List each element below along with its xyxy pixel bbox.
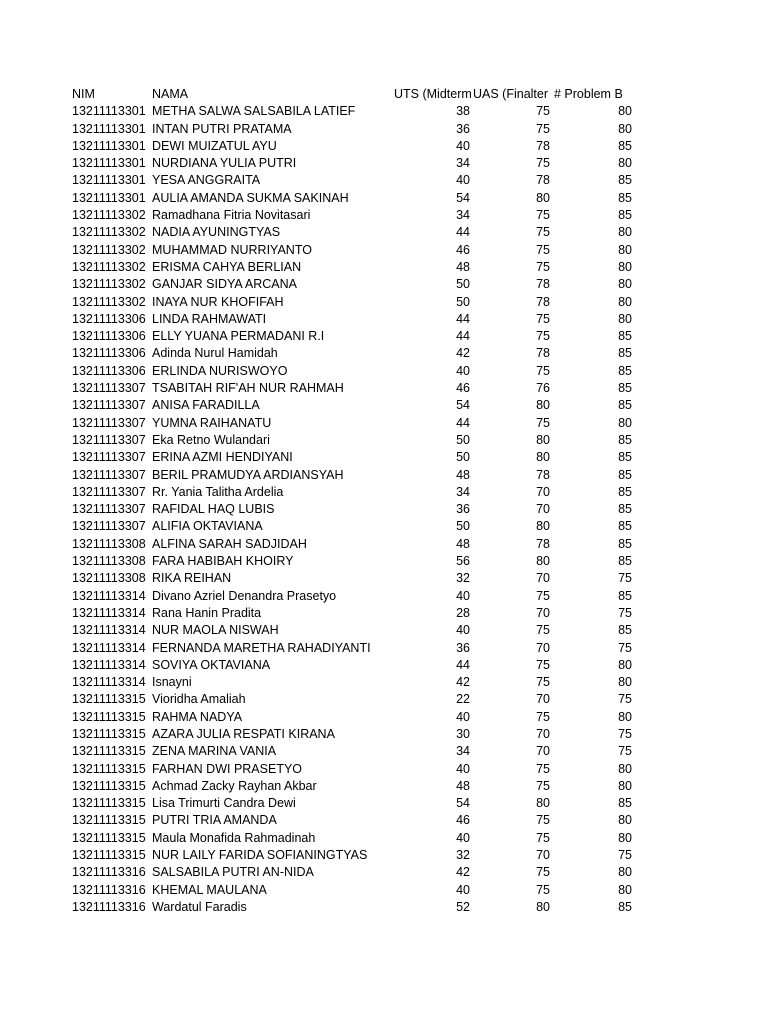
- cell-uts: 40: [456, 363, 470, 378]
- cell-problem: 85: [618, 484, 632, 499]
- cell-problem: 85: [618, 467, 632, 482]
- table-row: [72, 674, 712, 691]
- cell-nama: Eka Retno Wulandari: [152, 432, 270, 447]
- table-row: [72, 761, 712, 778]
- cell-uts: 40: [456, 709, 470, 724]
- cell-nama: ERINA AZMI HENDIYANI: [152, 450, 293, 465]
- cell-nama: DEWI MUIZATUL AYU: [152, 138, 277, 153]
- cell-nim: 13211113315: [72, 778, 146, 793]
- cell-nim: 13211113316: [72, 865, 146, 880]
- table-row: [72, 795, 712, 812]
- cell-nim: 13211113307: [72, 502, 146, 517]
- table-row: [72, 207, 712, 224]
- cell-uas: 75: [536, 830, 550, 845]
- cell-uts: 54: [456, 190, 470, 205]
- table-row: [72, 190, 712, 207]
- cell-nama: NADIA AYUNINGTYAS: [152, 225, 281, 240]
- cell-nama: Adinda Nurul Hamidah: [152, 346, 278, 361]
- cell-nama: Vioridha Amaliah: [152, 692, 246, 707]
- cell-uas: 75: [536, 761, 550, 776]
- cell-uas: 80: [536, 432, 550, 447]
- cell-uts: 40: [456, 761, 470, 776]
- cell-uts: 30: [456, 726, 470, 741]
- cell-uts: 54: [456, 398, 470, 413]
- cell-problem: 80: [618, 121, 632, 136]
- cell-problem: 80: [618, 242, 632, 257]
- cell-nim: 13211113315: [72, 692, 146, 707]
- cell-nim: 13211113307: [72, 381, 146, 396]
- cell-nama: Maula Monafida Rahmadinah: [152, 830, 316, 845]
- cell-problem: 80: [618, 311, 632, 326]
- table-row: [72, 518, 712, 535]
- cell-nim: 13211113316: [72, 882, 146, 897]
- cell-uts: 56: [456, 554, 470, 569]
- cell-nim: 13211113307: [72, 450, 146, 465]
- cell-problem: 80: [618, 830, 632, 845]
- cell-nim: 13211113307: [72, 519, 146, 534]
- table-row: [72, 484, 712, 501]
- cell-uts: 34: [456, 484, 470, 499]
- cell-uts: 40: [456, 830, 470, 845]
- table-row: [72, 138, 712, 155]
- cell-uas: 70: [536, 640, 550, 655]
- cell-uas: 80: [536, 450, 550, 465]
- cell-nama: ERISMA CAHYA BERLIAN: [152, 259, 302, 274]
- cell-uas: 75: [536, 415, 550, 430]
- cell-nama: AULIA AMANDA SUKMA SAKINAH: [152, 190, 349, 205]
- cell-problem: 80: [618, 813, 632, 828]
- table-row: [72, 709, 712, 726]
- cell-problem: 75: [618, 692, 632, 707]
- table-row: [72, 380, 712, 397]
- table-row: [72, 328, 712, 345]
- cell-problem: 85: [618, 536, 632, 551]
- cell-problem: 80: [618, 778, 632, 793]
- table-row: [72, 449, 712, 466]
- cell-uas: 80: [536, 519, 550, 534]
- cell-nim: 13211113308: [72, 571, 146, 586]
- cell-uts: 44: [456, 225, 470, 240]
- cell-nim: 13211113314: [72, 588, 146, 603]
- cell-uas: 75: [536, 329, 550, 344]
- cell-nim: 13211113301: [72, 138, 146, 153]
- table-row: [72, 155, 712, 172]
- cell-nama: Divano Azriel Denandra Prasetyo: [152, 588, 337, 603]
- cell-problem: 85: [618, 554, 632, 569]
- cell-nim: 13211113315: [72, 830, 146, 845]
- table-row: [72, 899, 712, 916]
- cell-uas: 75: [536, 588, 550, 603]
- cell-nama: PUTRI TRIA AMANDA: [152, 813, 277, 828]
- cell-nama: FARA HABIBAH KHOIRY: [152, 554, 294, 569]
- cell-nim: 13211113315: [72, 813, 146, 828]
- cell-uts: 44: [456, 311, 470, 326]
- cell-uas: 70: [536, 502, 550, 517]
- cell-uas: 75: [536, 865, 550, 880]
- cell-nama: Isnayni: [152, 675, 192, 690]
- cell-problem: 80: [618, 415, 632, 430]
- cell-nama: YESA ANGGRAITA: [152, 173, 261, 188]
- header-row: [72, 86, 712, 103]
- cell-nama: Ramadhana Fitria Novitasari: [152, 208, 311, 223]
- cell-uas: 75: [536, 778, 550, 793]
- cell-uts: 50: [456, 432, 470, 447]
- cell-nama: NURDIANA YULIA PUTRI: [152, 156, 297, 171]
- cell-nama: ALFINA SARAH SADJIDAH: [152, 536, 307, 551]
- cell-nama: GANJAR SIDYA ARCANA: [152, 277, 297, 292]
- cell-problem: 80: [618, 225, 632, 240]
- cell-nama: NUR MAOLA NISWAH: [152, 623, 279, 638]
- header-uas: UAS (Finalter: [473, 87, 549, 101]
- cell-nama: Rr. Yania Talitha Ardelia: [152, 484, 284, 499]
- table-row: [72, 536, 712, 553]
- cell-nama: ANISA FARADILLA: [152, 398, 260, 413]
- cell-nim: 13211113307: [72, 415, 146, 430]
- cell-problem: 85: [618, 208, 632, 223]
- cell-uts: 36: [456, 640, 470, 655]
- cell-uas: 75: [536, 813, 550, 828]
- cell-problem: 80: [618, 709, 632, 724]
- table-row: [72, 467, 712, 484]
- cell-problem: 85: [618, 329, 632, 344]
- table-row: [72, 812, 712, 829]
- cell-uas: 78: [536, 467, 550, 482]
- cell-uts: 46: [456, 381, 470, 396]
- cell-nim: 13211113314: [72, 675, 146, 690]
- cell-nama: RIKA REIHAN: [152, 571, 232, 586]
- cell-uts: 48: [456, 259, 470, 274]
- cell-uts: 40: [456, 173, 470, 188]
- cell-uas: 75: [536, 208, 550, 223]
- cell-nim: 13211113306: [72, 329, 146, 344]
- cell-problem: 80: [618, 657, 632, 672]
- cell-uas: 75: [536, 675, 550, 690]
- cell-uts: 38: [456, 104, 470, 119]
- cell-uas: 70: [536, 726, 550, 741]
- table-row: [72, 882, 712, 899]
- cell-nim: 13211113306: [72, 346, 146, 361]
- cell-uts: 50: [456, 450, 470, 465]
- cell-problem: 85: [618, 346, 632, 361]
- cell-nama: SALSABILA PUTRI AN-NIDA: [152, 865, 314, 880]
- cell-uts: 46: [456, 813, 470, 828]
- cell-nim: 13211113306: [72, 363, 146, 378]
- table-row: [72, 726, 712, 743]
- cell-uas: 75: [536, 156, 550, 171]
- cell-nim: 13211113307: [72, 432, 146, 447]
- table-row: [72, 830, 712, 847]
- cell-nim: 13211113315: [72, 848, 146, 863]
- cell-uas: 70: [536, 605, 550, 620]
- cell-problem: 80: [618, 277, 632, 292]
- cell-uas: 80: [536, 190, 550, 205]
- table-row: [72, 397, 712, 414]
- cell-nama: FERNANDA MARETHA RAHADIYANTI: [152, 640, 371, 655]
- cell-nama: INTAN PUTRI PRATAMA: [152, 121, 292, 136]
- header-nim: NIM: [72, 87, 95, 101]
- cell-uts: 22: [456, 692, 470, 707]
- cell-uas: 70: [536, 484, 550, 499]
- table-row: [72, 242, 712, 259]
- cell-nim: 13211113301: [72, 156, 146, 171]
- cell-nim: 13211113314: [72, 605, 146, 620]
- cell-nim: 13211113301: [72, 190, 146, 205]
- table-row: [72, 743, 712, 760]
- cell-uts: 40: [456, 882, 470, 897]
- cell-uas: 78: [536, 294, 550, 309]
- cell-uts: 48: [456, 778, 470, 793]
- cell-nim: 13211113302: [72, 277, 146, 292]
- cell-problem: 75: [618, 848, 632, 863]
- cell-nama: RAHMA NADYA: [152, 709, 243, 724]
- cell-nama: NUR LAILY FARIDA SOFIANINGTYAS: [152, 848, 368, 863]
- cell-nama: YUMNA RAIHANATU: [152, 415, 272, 430]
- cell-nim: 13211113301: [72, 121, 146, 136]
- cell-uts: 36: [456, 121, 470, 136]
- table-row: [72, 864, 712, 881]
- cell-problem: 85: [618, 138, 632, 153]
- cell-nama: Lisa Trimurti Candra Dewi: [152, 796, 296, 811]
- cell-problem: 75: [618, 605, 632, 620]
- cell-nim: 13211113315: [72, 726, 146, 741]
- cell-uts: 48: [456, 467, 470, 482]
- cell-problem: 85: [618, 381, 632, 396]
- cell-problem: 80: [618, 104, 632, 119]
- cell-uas: 70: [536, 848, 550, 863]
- cell-nama: Achmad Zacky Rayhan Akbar: [152, 778, 317, 793]
- cell-nama: Wardatul Faradis: [152, 899, 247, 914]
- cell-nama: KHEMAL MAULANA: [152, 882, 267, 897]
- cell-problem: 85: [618, 899, 632, 914]
- cell-uas: 75: [536, 104, 550, 119]
- cell-nim: 13211113315: [72, 744, 146, 759]
- cell-uts: 44: [456, 329, 470, 344]
- cell-problem: 85: [618, 432, 632, 447]
- cell-uts: 28: [456, 605, 470, 620]
- cell-uts: 40: [456, 588, 470, 603]
- table-row: [72, 657, 712, 674]
- cell-uts: 46: [456, 242, 470, 257]
- cell-problem: 75: [618, 744, 632, 759]
- cell-uas: 78: [536, 346, 550, 361]
- cell-uas: 78: [536, 277, 550, 292]
- header-uts: UTS (Midterm: [394, 87, 472, 101]
- table-row: [72, 224, 712, 241]
- cell-uas: 70: [536, 744, 550, 759]
- cell-uas: 76: [536, 381, 550, 396]
- cell-uas: 70: [536, 571, 550, 586]
- cell-problem: 85: [618, 363, 632, 378]
- cell-uas: 80: [536, 554, 550, 569]
- cell-nim: 13211113302: [72, 259, 146, 274]
- cell-nama: ALIFIA OKTAVIANA: [152, 519, 263, 534]
- cell-uas: 80: [536, 398, 550, 413]
- cell-nim: 13211113308: [72, 554, 146, 569]
- table-body: [72, 103, 712, 916]
- table-row: [72, 363, 712, 380]
- cell-problem: 85: [618, 173, 632, 188]
- cell-nim: 13211113315: [72, 796, 146, 811]
- cell-problem: 85: [618, 502, 632, 517]
- cell-problem: 75: [618, 726, 632, 741]
- cell-uas: 75: [536, 363, 550, 378]
- table-row: [72, 605, 712, 622]
- table-row: [72, 311, 712, 328]
- table-row: [72, 345, 712, 362]
- table-row: [72, 103, 712, 120]
- cell-nama: ZENA MARINA VANIA: [152, 744, 277, 759]
- cell-nama: TSABITAH RIF'AH NUR RAHMAH: [152, 381, 344, 396]
- cell-uas: 75: [536, 121, 550, 136]
- cell-uts: 34: [456, 744, 470, 759]
- cell-uts: 48: [456, 536, 470, 551]
- table-row: [72, 640, 712, 657]
- cell-uts: 40: [456, 623, 470, 638]
- cell-uas: 75: [536, 242, 550, 257]
- table-row: [72, 778, 712, 795]
- cell-problem: 85: [618, 796, 632, 811]
- table-row: [72, 847, 712, 864]
- table-row: [72, 570, 712, 587]
- cell-nama: METHA SALWA SALSABILA LATIEF: [152, 104, 356, 119]
- cell-nim: 13211113302: [72, 294, 146, 309]
- cell-uts: 50: [456, 519, 470, 534]
- cell-nim: 13211113316: [72, 899, 146, 914]
- cell-problem: 80: [618, 865, 632, 880]
- cell-uts: 32: [456, 571, 470, 586]
- cell-uas: 78: [536, 173, 550, 188]
- grade-sheet: [72, 86, 712, 916]
- cell-uts: 44: [456, 415, 470, 430]
- header-nama: NAMA: [152, 87, 189, 101]
- table-row: [72, 691, 712, 708]
- cell-nim: 13211113302: [72, 242, 146, 257]
- table-row: [72, 588, 712, 605]
- cell-nama: BERIL PRAMUDYA ARDIANSYAH: [152, 467, 344, 482]
- table-row: [72, 553, 712, 570]
- table-row: [72, 259, 712, 276]
- table-row: [72, 121, 712, 138]
- cell-nama: RAFIDAL HAQ LUBIS: [152, 502, 275, 517]
- cell-problem: 75: [618, 571, 632, 586]
- cell-nim: 13211113314: [72, 623, 146, 638]
- cell-uts: 32: [456, 848, 470, 863]
- cell-uts: 54: [456, 796, 470, 811]
- cell-problem: 80: [618, 761, 632, 776]
- cell-nama: MUHAMMAD NURRIYANTO: [152, 242, 312, 257]
- cell-nama: FARHAN DWI PRASETYO: [152, 761, 303, 776]
- cell-uts: 44: [456, 657, 470, 672]
- cell-nama: LINDA RAHMAWATI: [152, 311, 267, 326]
- cell-uas: 75: [536, 882, 550, 897]
- cell-nama: ELLY YUANA PERMADANI R.I: [152, 329, 325, 344]
- cell-uts: 42: [456, 675, 470, 690]
- cell-nim: 13211113314: [72, 640, 146, 655]
- cell-uas: 75: [536, 311, 550, 326]
- cell-nim: 13211113315: [72, 761, 146, 776]
- cell-uts: 42: [456, 346, 470, 361]
- cell-nim: 13211113301: [72, 173, 146, 188]
- cell-problem: 85: [618, 450, 632, 465]
- cell-nim: 13211113302: [72, 225, 146, 240]
- cell-uas: 75: [536, 709, 550, 724]
- cell-uts: 50: [456, 294, 470, 309]
- header-problem: # Problem B: [554, 87, 623, 101]
- cell-uts: 34: [456, 156, 470, 171]
- table-row: [72, 276, 712, 293]
- cell-problem: 85: [618, 190, 632, 205]
- cell-nim: 13211113314: [72, 657, 146, 672]
- cell-nim: 13211113302: [72, 208, 146, 223]
- cell-uts: 36: [456, 502, 470, 517]
- cell-problem: 85: [618, 623, 632, 638]
- cell-nim: 13211113306: [72, 311, 146, 326]
- cell-problem: 80: [618, 294, 632, 309]
- cell-uts: 42: [456, 865, 470, 880]
- cell-uts: 34: [456, 208, 470, 223]
- cell-nama: AZARA JULIA RESPATI KIRANA: [152, 726, 335, 741]
- cell-uas: 80: [536, 899, 550, 914]
- cell-problem: 85: [618, 588, 632, 603]
- table-row: [72, 622, 712, 639]
- table-row: [72, 501, 712, 518]
- cell-uas: 75: [536, 259, 550, 274]
- cell-problem: 80: [618, 882, 632, 897]
- cell-problem: 85: [618, 398, 632, 413]
- cell-uas: 78: [536, 536, 550, 551]
- table-row: [72, 432, 712, 449]
- table-row: [72, 294, 712, 311]
- cell-uas: 78: [536, 138, 550, 153]
- cell-nim: 13211113307: [72, 484, 146, 499]
- cell-nim: 13211113307: [72, 398, 146, 413]
- cell-nim: 13211113315: [72, 709, 146, 724]
- cell-nama: SOVIYA OKTAVIANA: [152, 657, 271, 672]
- cell-problem: 80: [618, 259, 632, 274]
- cell-problem: 80: [618, 675, 632, 690]
- cell-problem: 80: [618, 156, 632, 171]
- table-row: [72, 415, 712, 432]
- cell-uts: 50: [456, 277, 470, 292]
- cell-nama: ERLINDA NURISWOYO: [152, 363, 288, 378]
- cell-uas: 75: [536, 623, 550, 638]
- cell-uts: 52: [456, 899, 470, 914]
- cell-uas: 70: [536, 692, 550, 707]
- cell-nim: 13211113307: [72, 467, 146, 482]
- cell-uas: 75: [536, 225, 550, 240]
- cell-nama: INAYA NUR KHOFIFAH: [152, 294, 284, 309]
- cell-nama: Rana Hanin Pradita: [152, 605, 262, 620]
- cell-uts: 40: [456, 138, 470, 153]
- cell-uas: 75: [536, 657, 550, 672]
- cell-nim: 13211113308: [72, 536, 146, 551]
- cell-uas: 80: [536, 796, 550, 811]
- table-row: [72, 172, 712, 189]
- cell-problem: 85: [618, 519, 632, 534]
- cell-nim: 13211113301: [72, 104, 146, 119]
- cell-problem: 75: [618, 640, 632, 655]
